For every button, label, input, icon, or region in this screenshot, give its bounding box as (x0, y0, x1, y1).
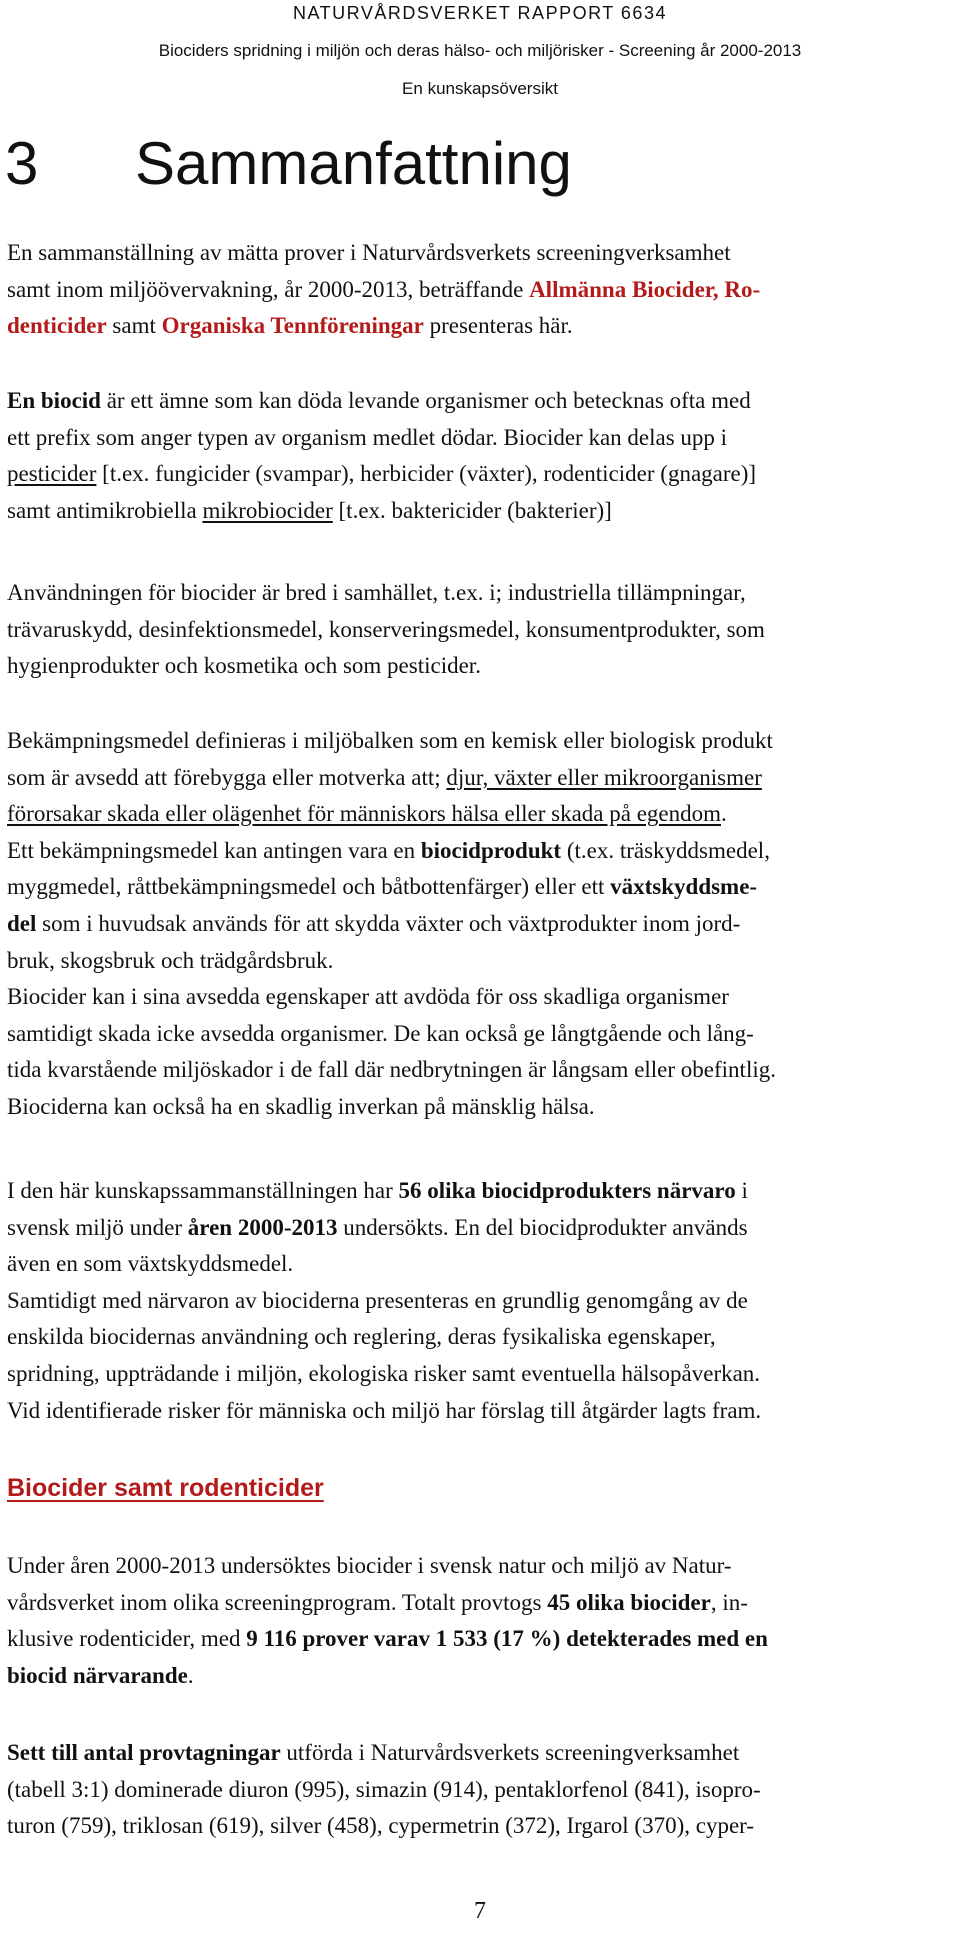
text: i (735, 1178, 748, 1203)
report-header: NATURVÅRDSVERKET RAPPORT 6634 (293, 3, 667, 23)
bold-term: växtskyddsme- (610, 874, 758, 900)
text: Bekämpningsmedel definieras i miljöbalken som en kemisk eller biologisk produkt (7, 728, 773, 753)
bold-term: del (7, 910, 37, 936)
highlight-term: Organiska Tennföreningar (161, 313, 424, 339)
text: hygienprodukter och kosmetika och som pesticider. (7, 653, 481, 679)
underlined-term: mikrobiocider (202, 497, 333, 523)
report-subtitle: En kunskapsöversikt (402, 79, 558, 98)
text: samt inom miljöövervakning, år 2000-2013, beträffande (7, 276, 530, 302)
text: [t.ex. fungicider (svampar), herbicider (växter), rodenticider (gnagare)] (96, 461, 757, 487)
paragraph-biocid-definition (7, 383, 955, 529)
text: även en som växtskyddsmedel. (7, 1251, 294, 1277)
text: samt (106, 313, 162, 339)
bold-term: 56 olika biocidprodukters närvaro (398, 1178, 736, 1203)
text: , in- (710, 1589, 748, 1615)
text: Användningen för biocider är bred i samhället, t.ex. i; industriella tillämpningar, (7, 580, 746, 605)
bold-term: åren 2000-2013 (187, 1214, 338, 1240)
text: som är avsedd att förebygga eller motverka att; (7, 764, 447, 790)
section-heading: Biocider samt rodenticider (7, 1474, 324, 1502)
report-title: Biociders spridning i miljön och deras hälso- och miljörisker - Screening år 2000-2013 (158, 41, 802, 60)
text: spridning, uppträdande i miljön, ekologiska risker samt eventuella hälsopåverkan. (7, 1360, 761, 1386)
text: I den här kunskapssammanställningen har (7, 1178, 399, 1203)
text: samtidigt skada icke avsedda organismer. De kan också ge långtgående och lång- (7, 1020, 754, 1046)
text: som i huvudsak används för att skydda växter och växtprodukter inom jord- (36, 910, 741, 936)
text: svensk miljö under (7, 1214, 188, 1240)
paragraph-kunskapssammanstallning (7, 1173, 955, 1429)
text: Biocider kan i sina avsedda egenskaper att avdöda för oss skadliga organismer (7, 984, 729, 1010)
bold-term: 45 olika biocider (547, 1589, 711, 1615)
bold-term: En biocid (7, 388, 101, 413)
underlined-term: pesticider (7, 461, 97, 487)
underlined-text: förorsakar skada eller olägenhet för människors hälsa eller skada på egendom (7, 801, 721, 827)
highlight-term: denticider (7, 313, 107, 339)
text: ett prefix som anger typen av organism medlet dödar. Biocider kan delas upp i (7, 424, 728, 450)
paragraph-antal-provtagningar (7, 1735, 955, 1845)
text: tida kvarstående miljöskador i de fall där nedbrytningen är långsam eller obefintlig. (7, 1057, 776, 1083)
paragraph-bekampningsmedel (7, 723, 955, 1126)
text: Ett bekämpningsmedel kan antingen vara en (7, 837, 421, 863)
text: bruk, skogsbruk och trädgårdsbruk. (7, 947, 334, 973)
text: undersökts. En del biocidprodukter används (337, 1214, 748, 1240)
paragraph-provtagning (7, 1548, 955, 1694)
bold-term: biocid närvarande (7, 1662, 188, 1688)
text: utförda i Naturvårdsverkets screeningverksamhet (280, 1740, 740, 1765)
text: presenteras här. (423, 313, 573, 339)
text: . (721, 801, 727, 827)
chapter-title: Sammanfattning (135, 130, 572, 197)
text: En sammanställning av mätta prover i Naturvårdsverkets screeningverksamhet (7, 240, 731, 265)
text: (tabell 3:1) dominerade diuron (995), simazin (914), pentaklorfenol (841), isopro- (7, 1776, 761, 1802)
bold-term: 9 116 prover varav 1 533 (17 %) detekterades med en (246, 1626, 768, 1652)
page-number: 7 (474, 1898, 486, 1924)
text: trävaruskydd, desinfektionsmedel, konserveringsmedel, konsumentprodukter, som (7, 616, 765, 642)
paragraph-usage (7, 575, 955, 685)
text: . (187, 1662, 194, 1688)
text: (t.ex. träskyddsmedel, (561, 837, 770, 863)
chapter-number: 3 (5, 130, 39, 197)
text: Biociderna kan också ha en skadlig inverkan på mänsklig hälsa. (7, 1093, 595, 1119)
text: Samtidigt med närvaron av biociderna presenteras en grundlig genomgång av de (7, 1287, 748, 1313)
text: Under åren 2000-2013 undersöktes biocider i svensk natur och miljö av Natur- (7, 1553, 732, 1578)
paragraph-intro (7, 235, 955, 345)
text: turon (759), triklosan (619), silver (458), cypermetrin (372), Irgarol (370), cyper- (7, 1813, 755, 1839)
text: vårdsverket inom olika screeningprogram. Totalt provtogs (7, 1589, 548, 1615)
text: [t.ex. baktericider (bakterier)] (332, 497, 612, 523)
text: samt antimikrobiella (7, 497, 203, 523)
highlight-term: Allmänna Biocider, Ro- (529, 276, 761, 302)
underlined-text: djur, växter eller mikroorganismer (446, 764, 762, 790)
text: myggmedel, råttbekämpningsmedel och båtbottenfärger) eller ett (7, 874, 611, 900)
text: klusive rodenticider, med (7, 1626, 247, 1652)
chapter-heading (5, 127, 572, 201)
bold-term: biocidprodukt (420, 837, 562, 863)
text: är ett ämne som kan döda levande organismer och betecknas ofta med (100, 388, 751, 413)
bold-term: Sett till antal provtagningar (7, 1740, 281, 1765)
text: enskilda biocidernas användning och reglering, deras fysikaliska egenskaper, (7, 1324, 716, 1350)
text: Vid identifierade risker för människa och miljö har förslag till åtgärder lagts fram. (7, 1397, 762, 1423)
